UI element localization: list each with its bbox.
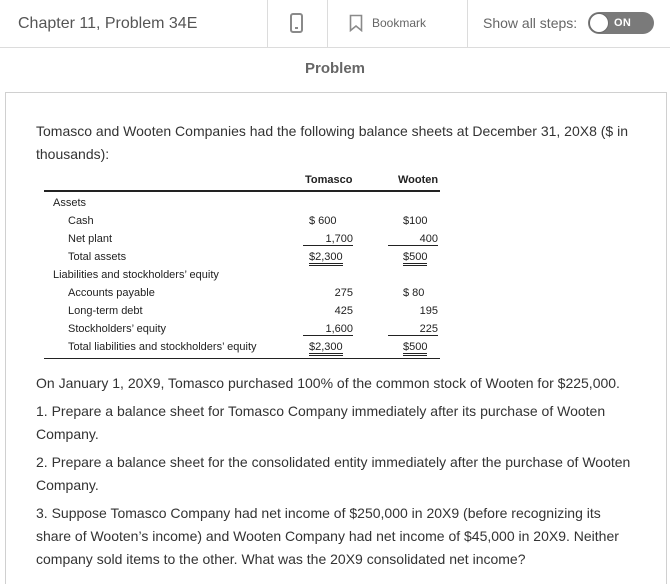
long-term-debt-wooten: 195 bbox=[419, 305, 438, 317]
total-assets-tomasco: $2,300 bbox=[309, 251, 343, 266]
row-label-net-plant: Net plant bbox=[68, 233, 113, 245]
stockholders-equity-wooten: 225 bbox=[388, 323, 438, 336]
stockholders-equity-tomasco: 1,600 bbox=[303, 323, 353, 336]
page-title: Chapter 11, Problem 34E bbox=[18, 15, 198, 32]
divider bbox=[267, 0, 268, 48]
question-3: 3. Suppose Tomasco Company had net income of $250,000 in 20X9 (before recognizing its share of Wooten’s income) and Wooten Company had net income of $45,000 in 20X9. Neither company sold items to the other. What was the 20X9 consolidated net income? bbox=[36, 505, 619, 567]
total-assets-wooten: $500 bbox=[403, 251, 427, 266]
total-liabilities-equity-wooten: $500 bbox=[403, 341, 427, 356]
question-2: 2. Prepare a balance sheet for the consolidated entity immediately after the purchase of Wooten Company. bbox=[36, 454, 631, 493]
show-all-steps-label: Show all steps: bbox=[483, 15, 578, 31]
column-header-tomasco: Tomasco bbox=[305, 174, 353, 186]
row-label-total-liabilities-equity: Total liabilities and stockholders’ equity bbox=[68, 341, 257, 353]
assets-heading: Assets bbox=[53, 197, 87, 209]
bookmark-button[interactable]: Bookmark bbox=[372, 16, 427, 30]
table-bottom-rule bbox=[44, 358, 440, 359]
problem-intro: Tomasco and Wooten Companies had the following balance sheets at December 31, 20X8 ($ in thousands): bbox=[36, 123, 628, 162]
row-label-stockholders-equity: Stockholders’ equity bbox=[68, 323, 167, 335]
toggle-knob bbox=[589, 13, 609, 33]
table-top-rule bbox=[44, 190, 440, 192]
top-bar bbox=[0, 0, 670, 48]
show-steps-toggle[interactable] bbox=[588, 12, 654, 34]
section-title: Problem bbox=[304, 60, 365, 77]
row-label-total-assets: Total assets bbox=[68, 251, 127, 263]
row-label-accounts-payable: Accounts payable bbox=[68, 287, 155, 299]
question-1: 1. Prepare a balance sheet for Tomasco Company immediately after its purchase of Wooten Company. bbox=[36, 403, 606, 442]
cash-wooten: $100 bbox=[403, 215, 428, 227]
divider bbox=[467, 0, 468, 48]
net-plant-tomasco: 1,700 bbox=[303, 233, 353, 246]
accounts-payable-wooten: $ 80 bbox=[403, 287, 425, 299]
net-plant-wooten: 400 bbox=[388, 233, 438, 246]
column-header-wooten: Wooten bbox=[398, 174, 439, 186]
mobile-phone-icon[interactable] bbox=[290, 13, 303, 33]
divider bbox=[327, 0, 328, 48]
row-label-long-term-debt: Long-term debt bbox=[68, 305, 143, 317]
accounts-payable-tomasco: 275 bbox=[334, 287, 353, 299]
toggle-state: ON bbox=[614, 17, 632, 29]
liabilities-heading: Liabilities and stockholders’ equity bbox=[53, 269, 219, 281]
row-label-cash: Cash bbox=[68, 215, 94, 227]
purchase-statement: On January 1, 20X9, Tomasco purchased 100% of the common stock of Wooten for $225,000. bbox=[36, 375, 620, 391]
long-term-debt-tomasco: 425 bbox=[334, 305, 353, 317]
total-liabilities-equity-tomasco: $2,300 bbox=[309, 341, 343, 356]
problem-panel bbox=[5, 92, 667, 584]
balance-sheet-table bbox=[44, 173, 440, 363]
cash-tomasco: $ 600 bbox=[309, 215, 337, 227]
bookmark-icon[interactable] bbox=[349, 14, 363, 32]
